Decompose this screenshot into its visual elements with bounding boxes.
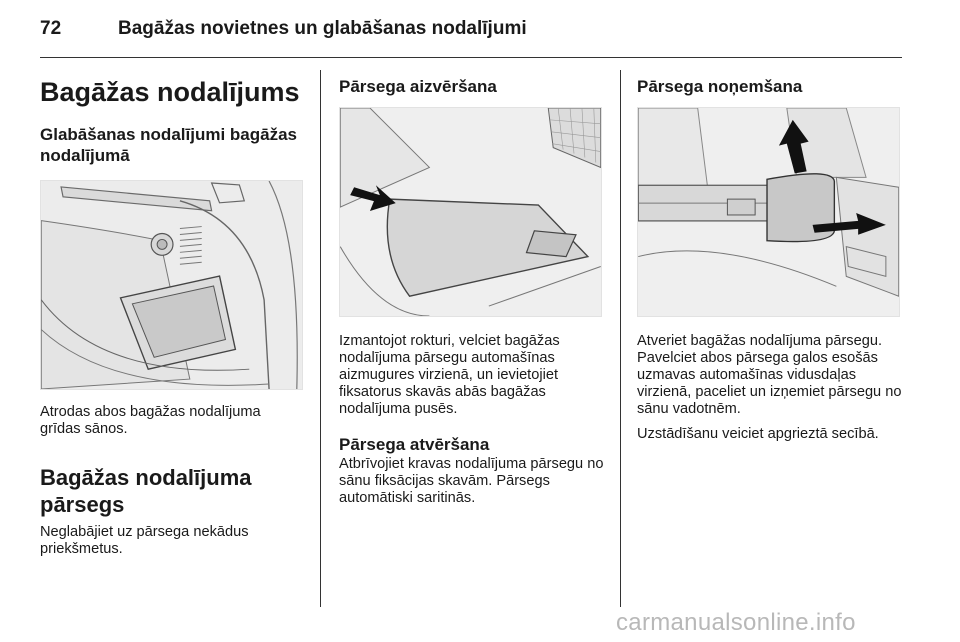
heading-closing-cover: Pārsega aizvēršana xyxy=(339,77,497,96)
storage-compartment-illustration xyxy=(40,180,303,390)
subsection-title-2: Bagāžas nodalījuma pārsegs xyxy=(40,465,252,517)
heading-opening-cover: Pārsega atvēršana xyxy=(339,435,490,454)
figure-caption-2: Izmantojot rokturi, velciet bagāžas nodalījuma pārsegu automašīnas aizmugures virzienā, un ievietojiet fiksatorus skavās abās bagāžas nodalījuma pusēs. xyxy=(339,333,560,417)
opening-cover-text: Atbrīvojiet kravas nodalījuma pārsegu no sānu fiksācijas skavām. Pārsegs automātiski saritinās. xyxy=(339,456,604,506)
page-number: 72 xyxy=(40,18,62,39)
running-title: Bagāžas novietnes un glabāšanas nodalījumi xyxy=(118,18,527,39)
column-divider-2 xyxy=(620,70,621,607)
figure-caption-1: Atrodas abos bagāžas nodalījuma grīdas sānos. xyxy=(40,404,261,437)
cover-closing-illustration xyxy=(339,107,602,317)
cover-removal-illustration xyxy=(637,107,900,317)
column-divider-1 xyxy=(320,70,321,607)
subsection-title: Glabāšanas nodalījumi bagāžas nodalījumā xyxy=(40,125,297,165)
column-1-body xyxy=(40,404,304,558)
column-2-body xyxy=(339,333,607,507)
figure-caption-3: Atveriet bagāžas nodalījuma pārsegu. Pavelciet abos pārsega galos esošās uzmavas automašīnas vidusdaļas virzienā, paceliet un izņemiet pārsegu no sānu vadotnēm. xyxy=(637,333,902,417)
column-1 xyxy=(40,72,304,166)
header-rule xyxy=(40,57,902,58)
reinstall-text: Uzstādīšanu veiciet apgrieztā secībā. xyxy=(637,426,879,442)
watermark: carmanualsonline.info xyxy=(616,609,856,636)
column-3 xyxy=(637,72,905,98)
heading-removing-cover: Pārsega noņemšana xyxy=(637,77,803,96)
column-2 xyxy=(339,72,605,98)
page-header xyxy=(40,18,902,54)
section-title: Bagāžas nodalījums xyxy=(40,77,300,107)
column-3-body xyxy=(637,333,905,443)
subsection-text-2: Neglabājiet uz pārsega nekādus priekšmetus. xyxy=(40,524,249,557)
